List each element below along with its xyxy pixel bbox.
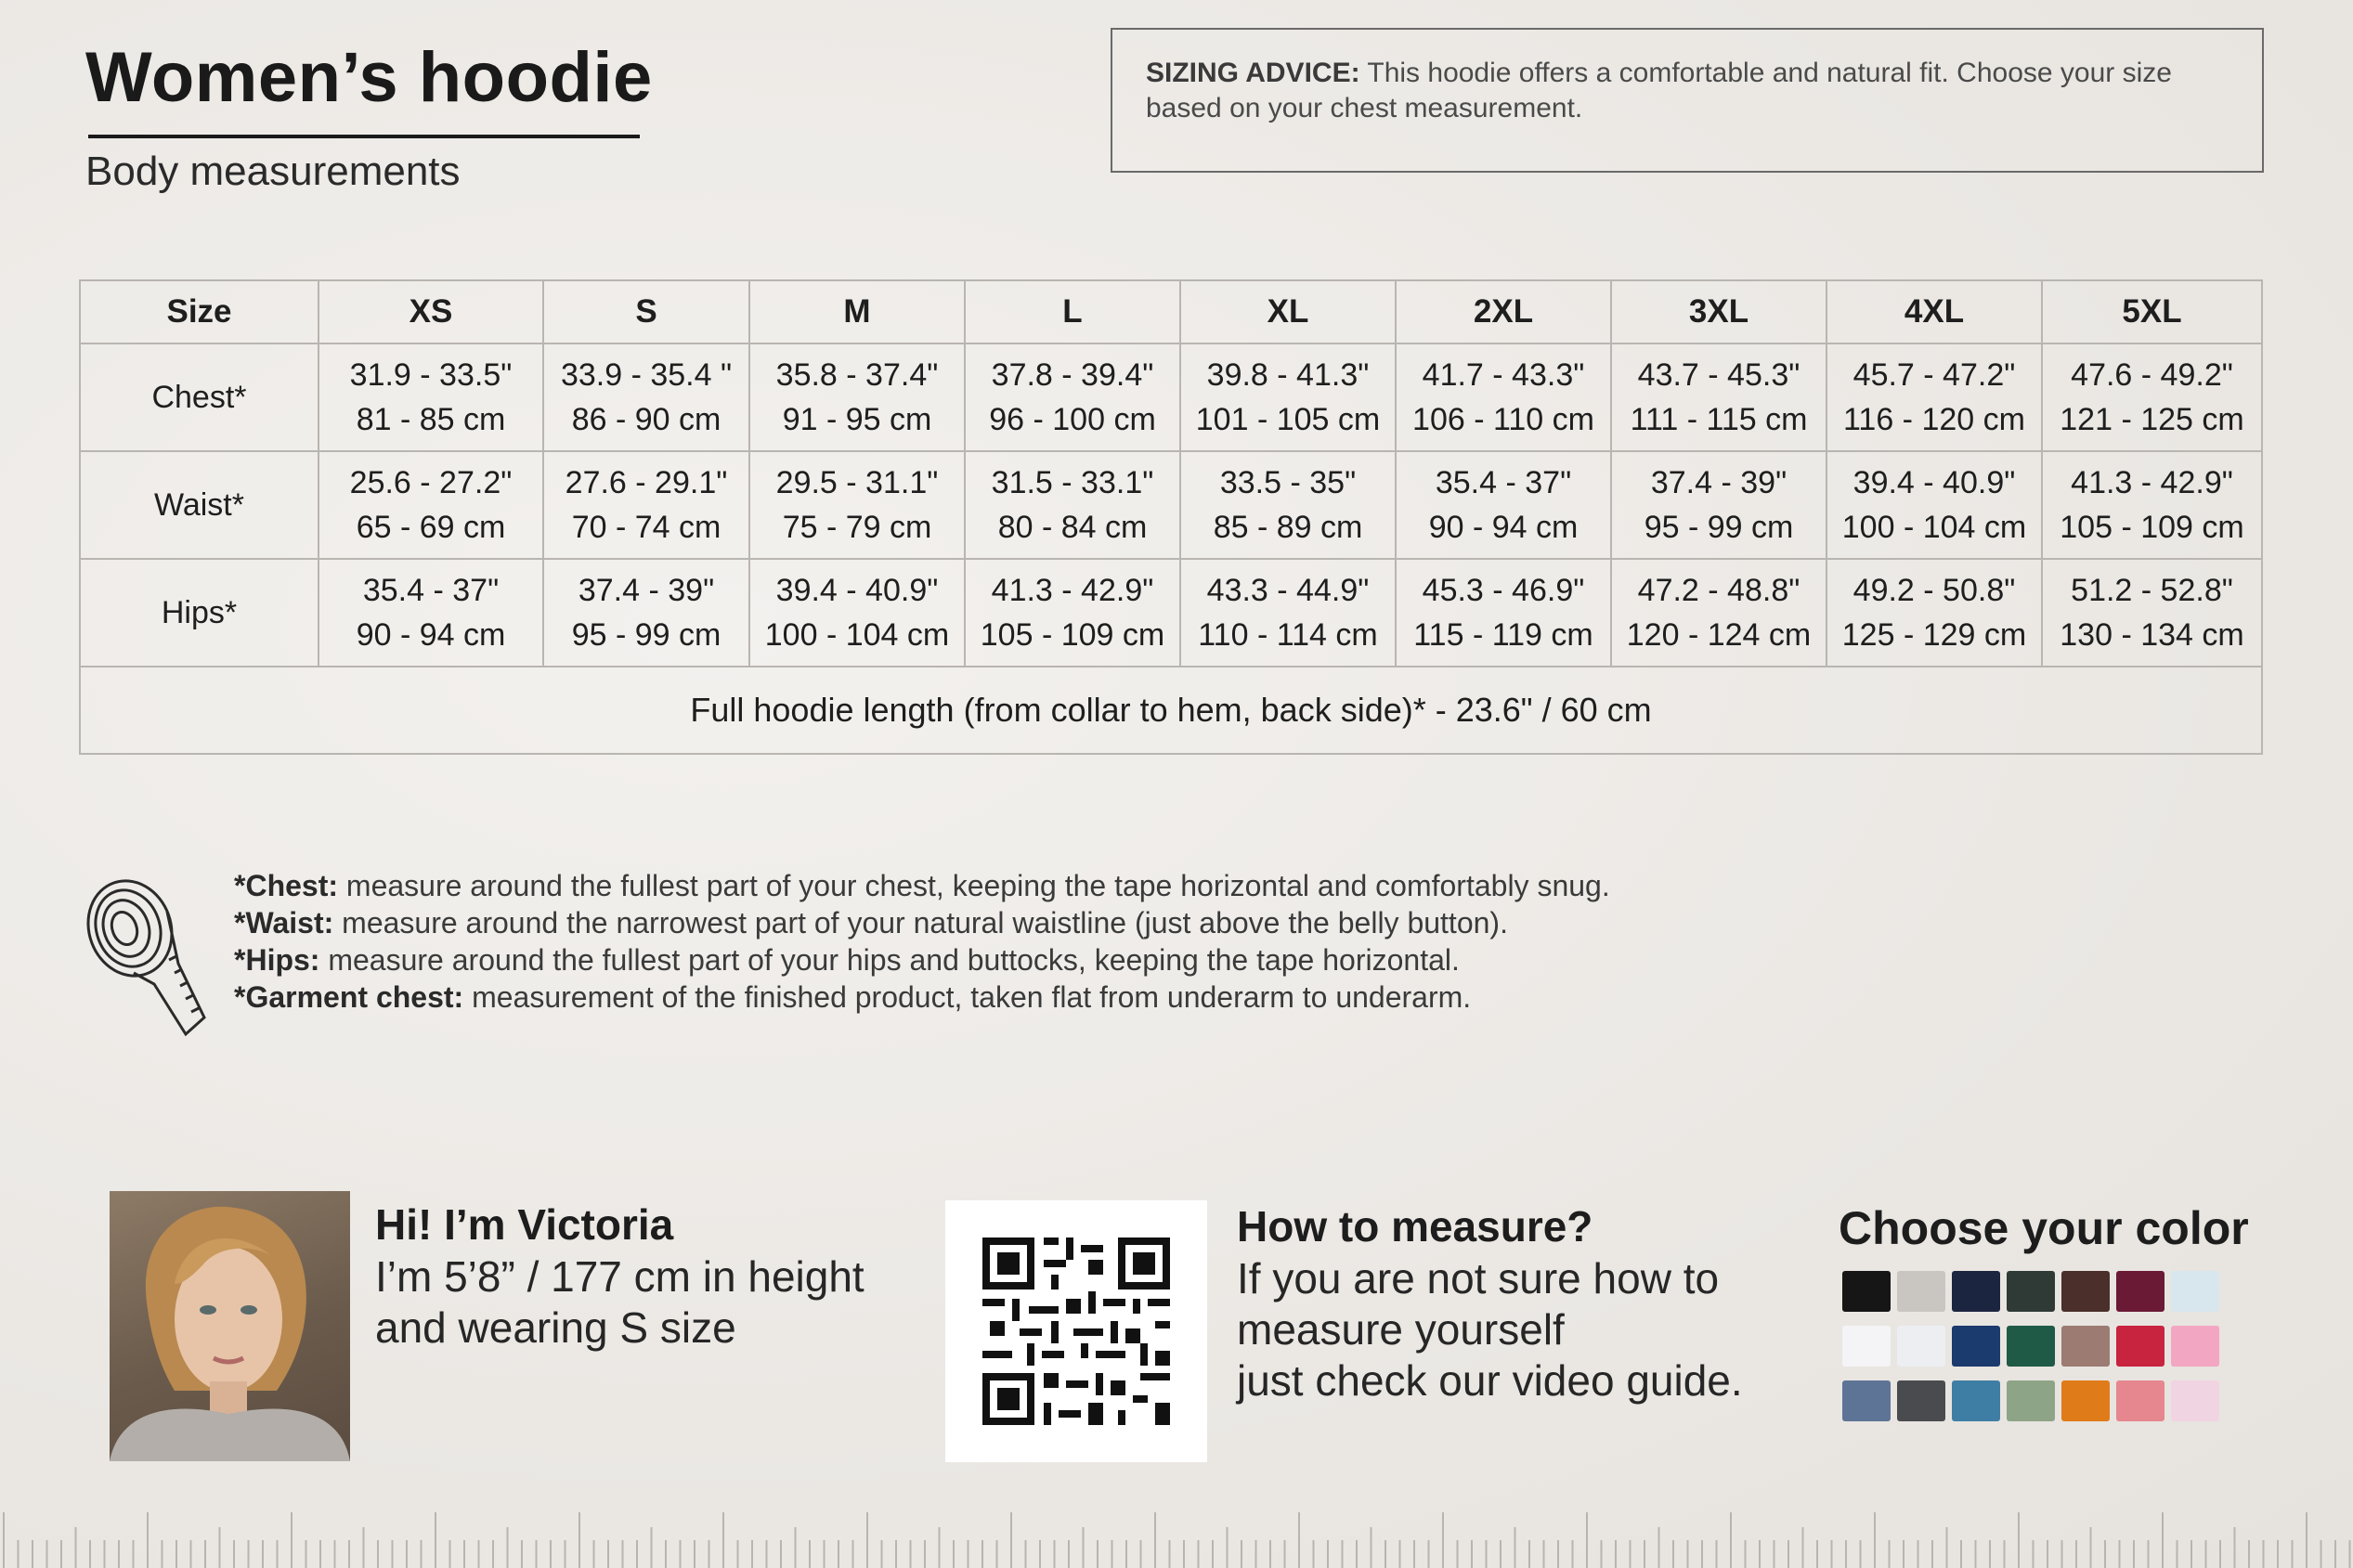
cell-cm: 80 - 84 cm — [997, 510, 1148, 545]
table-cell — [1180, 343, 1396, 451]
table-cell — [1396, 343, 1611, 451]
table-cell — [543, 559, 749, 667]
cell-cm: 85 - 89 cm — [1213, 510, 1363, 545]
note-hips-label: *Hips: — [234, 943, 320, 977]
table-cell — [1396, 451, 1611, 559]
table-cell — [2042, 451, 2262, 559]
cell-inches: 35.4 - 37" — [1435, 465, 1572, 500]
size-header-4xl: 4XL — [1826, 280, 2042, 343]
note-chest-text: measure around the fullest part of your chest, keeping the tape horizontal and comfortably snug. — [338, 869, 1610, 902]
ruler-strip — [0, 1493, 2353, 1568]
color-swatch[interactable] — [2007, 1380, 2055, 1421]
cell-inches: 49.2 - 50.8" — [1852, 573, 2016, 608]
row-label-chest: Chest* — [80, 343, 318, 451]
cell-cm: 125 - 129 cm — [1841, 617, 2027, 653]
cell-inches: 39.4 - 40.9" — [1852, 465, 2016, 500]
table-cell — [749, 343, 965, 451]
table-cell — [965, 451, 1180, 559]
measuring-tape-icon — [85, 871, 208, 1043]
cell-cm: 106 - 110 cm — [1412, 402, 1594, 437]
cell-inches: 41.3 - 42.9" — [991, 573, 1154, 608]
cell-inches: 35.8 - 37.4" — [775, 357, 939, 393]
table-cell — [2042, 559, 2262, 667]
cell-cm: 115 - 119 cm — [1413, 617, 1593, 653]
table-cell — [1826, 451, 2042, 559]
size-header-row — [80, 280, 2262, 343]
color-swatch[interactable] — [1842, 1326, 1891, 1367]
cell-inches: 37.4 - 39" — [1650, 465, 1788, 500]
table-cell — [543, 451, 749, 559]
size-column-header: Size — [80, 280, 318, 343]
note-hips-text: measure around the fullest part of your hips and buttocks, keeping the tape horizontal. — [319, 943, 1460, 977]
color-swatch[interactable] — [2007, 1271, 2055, 1312]
cell-inches: 41.7 - 43.3" — [1422, 357, 1585, 393]
sizing-advice-box — [1111, 28, 2264, 173]
how-to-measure-line-2: measure yourself — [1237, 1305, 1565, 1354]
cell-cm: 91 - 95 cm — [782, 402, 932, 437]
cell-cm: 105 - 109 cm — [980, 617, 1165, 653]
note-garment-chest-label: *Garment chest: — [234, 980, 464, 1014]
cell-inches: 45.3 - 46.9" — [1422, 573, 1585, 608]
cell-cm: 96 - 100 cm — [989, 402, 1156, 437]
table-cell — [1611, 343, 1826, 451]
cell-cm: 70 - 74 cm — [571, 510, 722, 545]
cell-inches: 33.9 - 35.4 " — [560, 357, 733, 393]
color-swatch[interactable] — [2116, 1271, 2164, 1312]
note-garment-chest-text: measurement of the finished product, taken flat from underarm to underarm. — [463, 980, 1472, 1014]
table-cell — [965, 343, 1180, 451]
cell-inches: 39.4 - 40.9" — [775, 573, 939, 608]
hips-row — [80, 559, 2262, 667]
cell-cm: 95 - 99 cm — [1644, 510, 1794, 545]
color-swatch[interactable] — [1952, 1326, 2000, 1367]
cell-inches: 35.4 - 37" — [362, 573, 500, 608]
size-header-5xl: 5XL — [2042, 280, 2262, 343]
model-photo — [110, 1191, 350, 1461]
color-swatch[interactable] — [1897, 1380, 1945, 1421]
cell-cm: 120 - 124 cm — [1626, 617, 1812, 653]
size-header-l: L — [965, 280, 1180, 343]
table-cell — [1611, 451, 1826, 559]
full-length-cell: Full hoodie length (from collar to hem, back side)* - 23.6" / 60 cm — [80, 667, 2262, 754]
title-underline — [88, 135, 640, 138]
size-header-m: M — [749, 280, 965, 343]
cell-cm: 105 - 109 cm — [2060, 510, 2244, 545]
color-swatch[interactable] — [2171, 1380, 2219, 1421]
cell-cm: 75 - 79 cm — [782, 510, 932, 545]
size-header-s: S — [543, 280, 749, 343]
how-to-measure-title: How to measure? — [1237, 1202, 1593, 1251]
cell-inches: 31.5 - 33.1" — [991, 465, 1154, 500]
cell-inches: 29.5 - 31.1" — [775, 465, 939, 500]
page-subtitle: Body measurements — [85, 149, 461, 194]
measurement-notes — [234, 867, 1610, 1016]
color-swatch[interactable] — [1897, 1326, 1945, 1367]
note-chest-label: *Chest: — [234, 869, 339, 902]
color-swatch[interactable] — [1897, 1271, 1945, 1312]
note-chest — [234, 867, 1610, 904]
cell-cm: 121 - 125 cm — [2060, 402, 2244, 437]
cell-cm: 101 - 105 cm — [1195, 402, 1381, 437]
note-waist — [234, 904, 1610, 941]
color-swatch[interactable] — [2061, 1326, 2110, 1367]
cell-cm: 130 - 134 cm — [2060, 617, 2244, 653]
cell-inches: 37.8 - 39.4" — [991, 357, 1154, 393]
waist-row — [80, 451, 2262, 559]
size-chart-table — [79, 279, 2263, 755]
table-cell — [965, 559, 1180, 667]
cell-cm: 100 - 104 cm — [1841, 510, 2027, 545]
model-size-text: and wearing S size — [375, 1303, 736, 1352]
cell-cm: 110 - 114 cm — [1198, 617, 1378, 653]
qr-code-icon — [945, 1200, 1207, 1462]
table-cell — [749, 451, 965, 559]
cell-cm: 116 - 120 cm — [1843, 402, 2025, 437]
color-swatch[interactable] — [1842, 1271, 1891, 1312]
model-portrait-image — [110, 1191, 350, 1461]
size-header-2xl: 2XL — [1396, 280, 1611, 343]
color-swatch[interactable] — [1952, 1271, 2000, 1312]
note-waist-label: *Waist: — [234, 906, 334, 940]
color-swatch[interactable] — [1842, 1380, 1891, 1421]
color-swatch[interactable] — [2061, 1380, 2110, 1421]
color-swatch[interactable] — [2007, 1326, 2055, 1367]
cell-inches: 37.4 - 39" — [578, 573, 715, 608]
table-cell — [1180, 559, 1396, 667]
table-cell — [1611, 559, 1826, 667]
table-cell — [318, 559, 543, 667]
cell-inches: 27.6 - 29.1" — [565, 465, 728, 500]
cell-inches: 25.6 - 27.2" — [349, 465, 513, 500]
chest-row — [80, 343, 2262, 451]
cell-inches: 33.5 - 35" — [1219, 465, 1357, 500]
note-hips — [234, 941, 1610, 978]
cell-cm: 65 - 69 cm — [356, 510, 506, 545]
table-cell — [2042, 343, 2262, 451]
color-swatch[interactable] — [2116, 1380, 2164, 1421]
cell-cm: 86 - 90 cm — [571, 402, 722, 437]
table-cell — [1180, 451, 1396, 559]
cell-cm: 95 - 99 cm — [571, 617, 722, 653]
table-cell — [749, 559, 965, 667]
row-label-hips: Hips* — [80, 559, 318, 667]
table-cell — [543, 343, 749, 451]
cell-inches: 43.7 - 45.3" — [1637, 357, 1800, 393]
model-height-text: I’m 5’8” / 177 cm in height — [375, 1252, 864, 1301]
cell-cm: 100 - 104 cm — [764, 617, 950, 653]
color-swatch[interactable] — [2171, 1271, 2219, 1312]
cell-inches: 43.3 - 44.9" — [1206, 573, 1370, 608]
page-title: Women’s hoodie — [85, 38, 653, 117]
note-waist-text: measure around the narrowest part of your natural waistline (just above the belly button). — [333, 906, 1508, 940]
choose-color-title: Choose your color — [1839, 1202, 2249, 1254]
cell-cm: 111 - 115 cm — [1630, 402, 1808, 437]
cell-inches: 39.8 - 41.3" — [1206, 357, 1370, 393]
color-swatch[interactable] — [2116, 1326, 2164, 1367]
size-header-3xl: 3XL — [1611, 280, 1826, 343]
size-header-xl: XL — [1180, 280, 1396, 343]
color-swatch[interactable] — [1952, 1380, 2000, 1421]
cell-inches: 41.3 - 42.9" — [2071, 465, 2233, 500]
table-cell — [1826, 559, 2042, 667]
cell-inches: 47.6 - 49.2" — [2071, 357, 2233, 393]
note-garment-chest — [234, 978, 1610, 1016]
size-header-xs: XS — [318, 280, 543, 343]
video-guide-qr-code[interactable] — [945, 1200, 1207, 1462]
table-cell — [318, 451, 543, 559]
how-to-measure-line-1: If you are not sure how to — [1237, 1254, 1720, 1302]
color-swatch[interactable] — [2171, 1326, 2219, 1367]
cell-inches: 47.2 - 48.8" — [1637, 573, 1800, 608]
cell-cm: 81 - 85 cm — [356, 402, 506, 437]
sizing-advice-text: This hoodie offers a comfortable and natural fit. Choose your size based on your chest measurement. — [1146, 58, 2172, 123]
sizing-advice-label: SIZING ADVICE: — [1146, 58, 1360, 88]
table-cell — [318, 343, 543, 451]
color-swatch[interactable] — [2061, 1271, 2110, 1312]
cell-inches: 31.9 - 33.5" — [349, 357, 513, 393]
row-label-waist: Waist* — [80, 451, 318, 559]
how-to-measure-line-3: just check our video guide. — [1237, 1356, 1743, 1405]
table-cell — [1396, 559, 1611, 667]
table-cell — [1826, 343, 2042, 451]
cell-cm: 90 - 94 cm — [1428, 510, 1579, 545]
cell-inches: 51.2 - 52.8" — [2071, 573, 2233, 608]
cell-inches: 45.7 - 47.2" — [1852, 357, 2016, 393]
model-intro-title: Hi! I’m Victoria — [375, 1200, 674, 1249]
cell-cm: 90 - 94 cm — [356, 617, 506, 653]
full-length-row — [80, 667, 2262, 754]
